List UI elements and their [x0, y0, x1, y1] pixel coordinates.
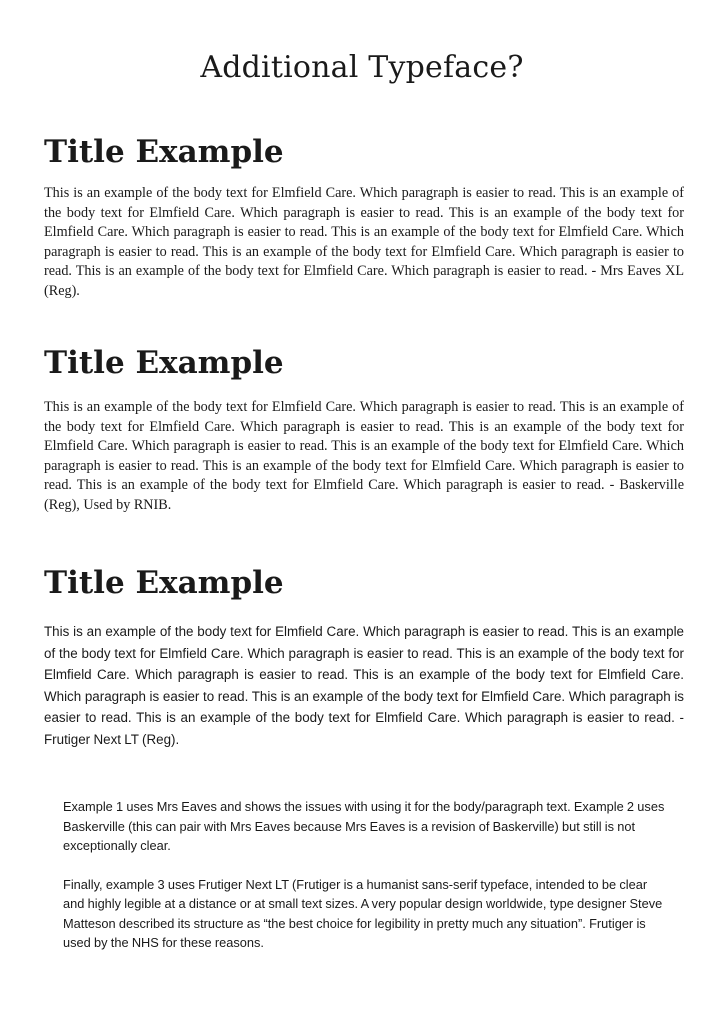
example-section-mrs-eaves	[44, 132, 684, 301]
section-heading: Title Example	[44, 345, 284, 381]
section-heading: Title Example	[44, 134, 284, 170]
notes-paragraph-comparison: Example 1 uses Mrs Eaves and shows the issues with using it for the body/paragraph text. Example 2 uses Baskerville (this can pair with Mrs Eaves because Mrs Eaves is a revision of Baskerville) but still is not exceptionally clear.	[63, 799, 665, 853]
page-title: Additional Typeface?	[200, 50, 524, 85]
example-section-frutiger	[44, 563, 684, 751]
section-body-text: This is an example of the body text for Elmfield Care. Which paragraph is easier to read. This is an example of the body text for Elmfield Care. Which paragraph is easier to read. This is an example of the body text for Elmfield Care. Which paragraph is easier to read. This is an example of the body text for Elmfield Care. Which paragraph is easier to read. This is an example of the body text for Elmfield Care. Which paragraph is easier to read. This is an example of the body text for Elmfield Care. Which paragraph is easier to read. - Frutiger Next LT (Reg).	[44, 624, 684, 747]
typeface-notes	[63, 797, 668, 953]
section-heading: Title Example	[44, 565, 284, 601]
notes-paragraph-frutiger: Finally, example 3 uses Frutiger Next LT (Frutiger is a humanist sans-serif typeface, intended to be clear and highly legible at a distance or at small text sizes. A very popular design worldwide, type designer Steve Matteson described its structure as “the best choice for legibility in pretty much any situation”. Frutiger is used by the NHS for these reasons.	[63, 876, 663, 950]
section-body-text: This is an example of the body text for Elmfield Care. Which paragraph is easier to read. This is an example of the body text for Elmfield Care. Which paragraph is easier to read. This is an example of the body text for Elmfield Care. Which paragraph is easier to read. This is an example of the body text for Elmfield Care. Which paragraph is easier to read. This is an example of the body text for Elmfield Care. Which paragraph is easier to read. This is an example of the body text for Elmfield Care. Which paragraph is easier to read. - Mrs Eaves XL (Reg).	[44, 185, 684, 299]
example-section-baskerville	[44, 343, 684, 515]
section-body-text: This is an example of the body text for Elmfield Care. Which paragraph is easier to read. This is an example of the body text for Elmfield Care. Which paragraph is easier to read. This is an example of the body text for Elmfield Care. Which paragraph is easier to read. This is an example of the body text for Elmfield Care. Which paragraph is easier to read. This is an example of the body text for Elmfield Care. Which paragraph is easier to read. This is an example of the body text for Elmfield Care. Which paragraph is easier to read. - Baskerville (Reg), Used by RNIB.	[44, 399, 684, 513]
